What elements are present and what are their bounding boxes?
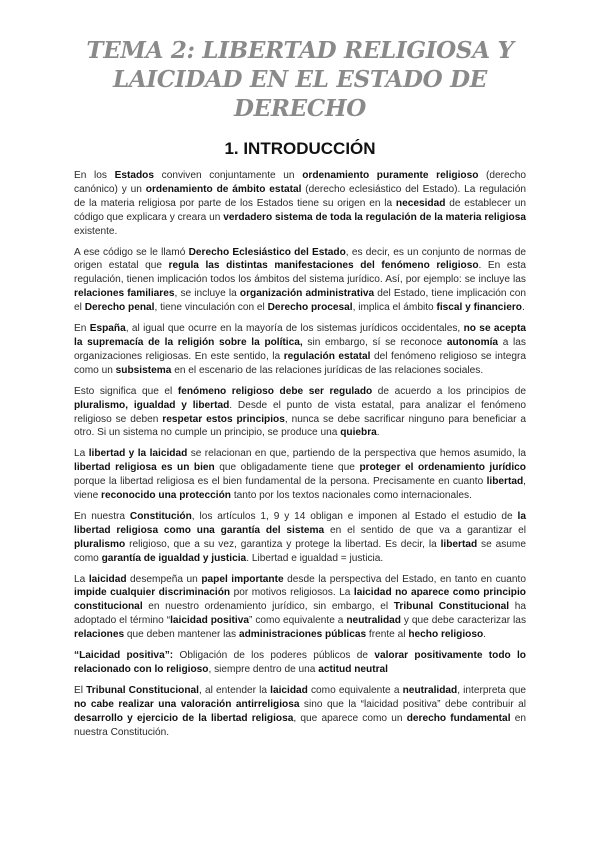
paragraph: [74, 649, 526, 677]
bold-text: libertad religiosa es un bien: [74, 462, 215, 474]
bold-text: autonomía: [446, 336, 499, 348]
bold-text: relaciones: [74, 629, 125, 641]
bold-text: laicidad no aparece como principio constitucional: [74, 587, 526, 613]
bold-text: valorar positivamente todo lo relacionado con lo religioso: [74, 650, 526, 675]
bold-text: laicidad: [270, 684, 308, 696]
bold-text: Estados: [114, 170, 154, 181]
document-title-line-2: LAICIDAD EN EL ESTADO DE DERECHO: [113, 66, 487, 122]
bold-text: proteger el ordenamiento jurídico: [359, 462, 526, 474]
bold-text: fiscal y financiero: [436, 302, 522, 314]
text-run: en nuestro ordenamiento jurídico, sin embargo, el: [142, 601, 394, 613]
text-run: se relacionan en que, partiendo de la perspectiva que hemos asumido, la: [187, 448, 527, 460]
bold-text: libertad y la laicidad: [88, 448, 188, 460]
section-heading: 1. INTRODUCCIÓN: [224, 139, 376, 158]
paragraph: [74, 322, 526, 378]
text-run: , tiene vinculación con el: [154, 302, 268, 314]
text-run: sin embargo, sí se reconoce: [302, 336, 447, 348]
bold-text: relaciones familiares: [74, 288, 175, 300]
bold-text: respetar estos principios: [162, 413, 285, 425]
paragraph: [74, 385, 526, 441]
text-run: .: [522, 302, 525, 314]
text-run: , que aparece como un: [293, 712, 407, 724]
text-run: .: [483, 629, 486, 641]
bold-text: verdadero sistema de toda la regulación de la materia religiosa: [223, 211, 527, 223]
text-run: A ese código se le llamó: [74, 246, 189, 258]
paragraph: [74, 246, 526, 316]
text-run: El: [74, 684, 87, 696]
text-run: En los: [74, 170, 115, 181]
bold-text: reconocido una protección: [101, 490, 231, 502]
text-run: que obligadamente tiene que: [214, 462, 360, 474]
text-run: , los artículos 1, 9 y 14 obligan e imponen al Estado el estudio de: [191, 510, 518, 522]
text-run: tanto por los textos nacionales como internacionales.: [231, 490, 472, 502]
text-run: , al entender la: [199, 684, 271, 696]
bold-text: España: [89, 323, 126, 335]
text-run: , nunca se debe sacrificar ninguno para beneficiar a otro. Si un sistema no cumple un principio, se produce una: [74, 413, 527, 439]
bold-text: impide cualquier discriminación: [74, 587, 231, 599]
bold-text: papel importante: [201, 573, 284, 585]
bold-text: laicidad: [88, 573, 127, 585]
text-run: conviven conjuntamente un: [154, 170, 303, 181]
paragraph: [74, 684, 526, 740]
bold-text: libertad: [486, 476, 524, 488]
text-run: Esto significa que el: [74, 385, 178, 397]
bold-text: subsistema: [115, 364, 172, 376]
bold-text: Tribunal Constitucional: [86, 684, 199, 696]
text-run: ha adoptado el término “: [74, 601, 526, 627]
bold-text: libertad: [440, 538, 478, 550]
text-run: en el sentido de que va a garantizar el: [324, 524, 526, 536]
text-run: sino que la “laicidad positiva” debe contribuir al: [299, 698, 526, 710]
bold-text: quiebra: [340, 427, 377, 439]
document-title-line-1: TEMA 2: LIBERTAD RELIGIOSA Y: [86, 37, 514, 64]
bold-text: pluralismo, igualdad y libertad: [74, 399, 230, 411]
bold-text: desarrollo y ejercicio de la libertad religiosa: [74, 712, 294, 724]
bold-text: actitud neutral: [318, 664, 388, 675]
bold-text: fenómeno religioso debe ser regulado: [177, 385, 373, 397]
paragraph: [74, 510, 526, 566]
bold-text: Constitución: [129, 510, 192, 522]
bold-text: laicidad positiva: [170, 615, 250, 627]
bold-text: organización administrativa: [239, 288, 375, 300]
text-run: y que debe caracterizar las: [400, 615, 527, 627]
text-run: como equivalente a: [307, 684, 403, 696]
text-run: , se incluye la: [174, 288, 240, 300]
bold-text: pluralismo: [74, 538, 126, 550]
text-run: . Desde el punto de vista estatal, para analizar el fenómeno religioso se deben: [74, 399, 526, 425]
text-run: por motivos religiosos. La: [230, 587, 354, 599]
text-run: .: [376, 427, 380, 439]
text-run: ” como equivalente a: [249, 615, 347, 627]
text-run: , interpreta que: [457, 684, 526, 696]
text-run: que deben mantener las: [124, 629, 239, 641]
bold-text: regula las distintas manifestaciones del fenómeno religioso: [168, 260, 479, 272]
text-run: del Estado, tiene implicación con el: [74, 288, 526, 314]
bold-text: hecho religioso: [408, 629, 484, 641]
text-run: en el escenario de las relaciones jurídicas de las relaciones sociales.: [171, 364, 484, 376]
text-run: religioso, que a su vez, garantiza y protege la libertad. Es decir, la: [125, 538, 441, 550]
bold-text: la libertad religiosa como una garantía del sistema: [74, 510, 526, 536]
paragraph: [74, 169, 526, 239]
bold-text: no cabe realizar una valoración antirreligiosa: [74, 698, 300, 710]
bold-text: Tribunal Constitucional: [393, 601, 510, 613]
text-run: existente.: [74, 225, 118, 237]
document-body: [74, 169, 526, 740]
bold-text: ordenamiento de ámbito estatal: [145, 183, 302, 195]
paragraph: [74, 447, 526, 503]
text-run: desempeña un: [126, 573, 202, 585]
bold-text: neutralidad: [346, 615, 401, 627]
bold-text: regulación estatal: [283, 350, 371, 362]
text-run: (derecho eclesiástico del Estado). La regulación de la materia religiosa por parte de los Estados tiene su origen en la: [74, 183, 527, 209]
text-run: de acuerdo a los principios de: [372, 385, 526, 397]
bold-text: “Laicidad positiva”:: [74, 650, 174, 662]
text-run: , implica el ámbito: [352, 302, 437, 314]
bold-text: Derecho Eclesiástico del Estado: [188, 246, 346, 258]
text-run: , viene: [74, 476, 526, 502]
document-title: [74, 0, 526, 123]
bold-text: derecho fundamental: [406, 712, 511, 724]
paragraph: [74, 573, 526, 643]
text-run: de establecer un código que explicara y creara un: [74, 197, 526, 223]
text-run: del fenómeno religioso se integra como un: [74, 350, 527, 376]
text-run: La: [74, 573, 89, 585]
text-run: porque la libertad religiosa es el bien fundamental de la persona. Precisamente en cuanto: [74, 476, 487, 488]
text-run: . Libertad e igualdad = justicia.: [246, 552, 384, 564]
text-run: en nuestra Constitución.: [74, 712, 526, 738]
bold-text: administraciones públicas: [238, 629, 367, 641]
bold-text: neutralidad: [402, 684, 458, 696]
text-run: , siempre dentro de una: [208, 664, 319, 675]
text-run: . En esta regulación, tienen implicación todos los ámbitos del sistema jurídico. Así, por ejemplo: se incluye las: [74, 260, 526, 286]
text-run: La: [74, 448, 89, 460]
text-run: a las organizaciones religiosas. En este sentido, la: [74, 336, 526, 362]
text-run: En: [74, 323, 90, 335]
bold-text: Derecho penal: [84, 302, 155, 314]
text-run: frente al: [366, 629, 409, 641]
bold-text: Derecho procesal: [267, 302, 353, 314]
bold-text: ordenamiento puramente religioso: [302, 170, 479, 181]
text-run: , al igual que ocurre en la mayoría de los sistemas jurídicos occidentales,: [125, 323, 464, 335]
text-run: (derecho canónico) y un: [74, 170, 526, 195]
bold-text: necesidad: [395, 197, 446, 209]
text-run: Obligación de los poderes públicos de: [173, 650, 375, 662]
text-run: se asume como: [74, 538, 526, 564]
bold-text: garantía de igualdad y justicia: [101, 552, 247, 564]
bold-text: no se acepta la supremacía de la religión sobre la política,: [74, 323, 526, 348]
text-run: desde la perspectiva del Estado, en tanto en cuanto: [283, 573, 527, 585]
text-run: En nuestra: [74, 510, 130, 522]
text-run: , es decir, es un conjunto de normas de origen estatal que: [74, 246, 526, 272]
